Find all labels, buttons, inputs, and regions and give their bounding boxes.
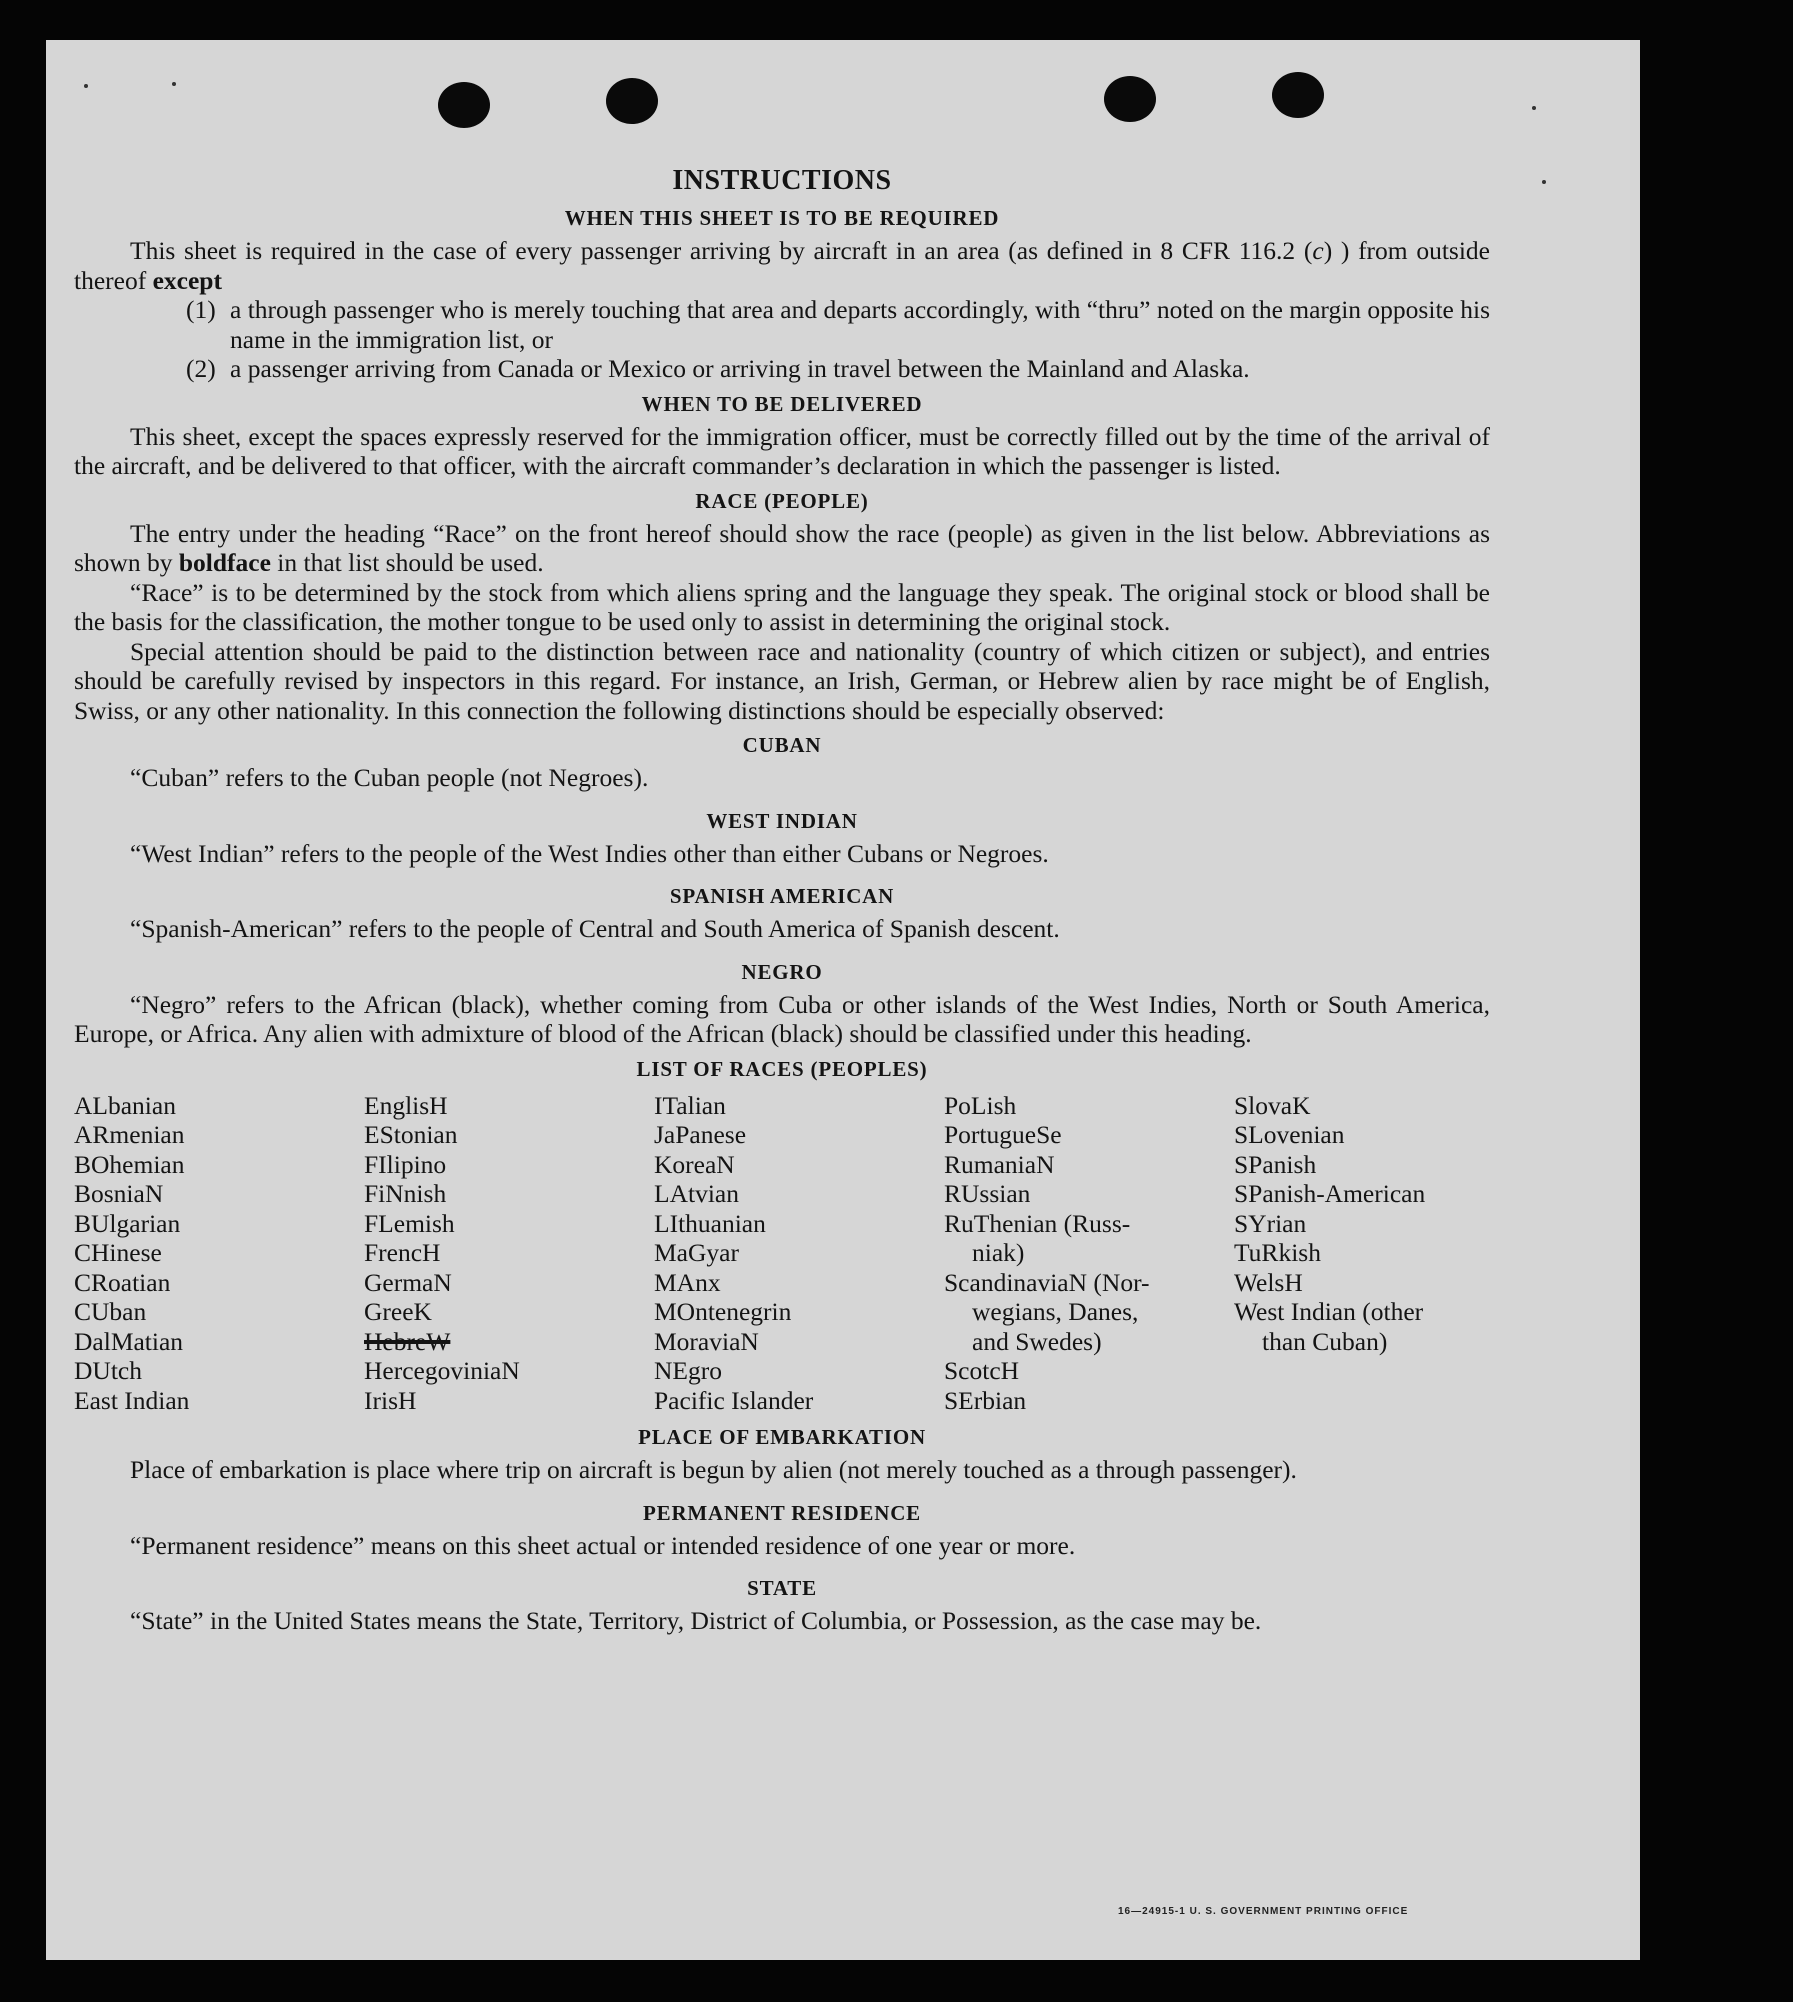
- race-entry-continued: and Swedes): [972, 1326, 1102, 1356]
- list-item: [186, 295, 1490, 354]
- race-entry: West Indian (other: [1234, 1297, 1424, 1326]
- race-entry: TuRkish: [1234, 1238, 1321, 1267]
- race-entry: BosniaN: [74, 1179, 164, 1208]
- section-heading: STATE: [747, 1576, 817, 1600]
- document-body: [74, 164, 1490, 1636]
- section-heading: CUBAN: [742, 733, 822, 757]
- race-entry: CHinese: [74, 1238, 162, 1267]
- race-list: [74, 1091, 1490, 1416]
- race-entry: LAtvian: [654, 1179, 739, 1208]
- section-paragraph: “Negro” refers to the African (black), whether coming from Cuba or other islands of the West Indies, North or South America, Europe, or Africa. Any alien with admixture of blood of the African (black) should be classified under this heading.: [74, 989, 1490, 1048]
- race-entry: GermaN: [364, 1267, 452, 1297]
- race-entry: East Indian: [74, 1385, 190, 1415]
- section-heading: WEST INDIAN: [706, 808, 858, 833]
- race-entry: SYrian: [1234, 1208, 1307, 1238]
- race-entry: ITalian: [654, 1090, 726, 1120]
- section-paragraph: [74, 236, 1490, 295]
- race-entry: IrisH: [364, 1385, 417, 1415]
- race-entry: RUssian: [944, 1179, 1031, 1208]
- race-entry: ScotcH: [944, 1356, 1020, 1385]
- race-entry: KoreaN: [654, 1149, 735, 1179]
- punch-hole: [1272, 72, 1324, 118]
- speck: [84, 84, 88, 88]
- race-entry: EnglisH: [364, 1090, 448, 1120]
- race-entry: BUlgarian: [74, 1208, 181, 1238]
- text-run: in that list should be used.: [270, 548, 544, 577]
- section-paragraph: This sheet, except the spaces expressly reserved for the immigration officer, must be correctly filled out by the time of the arrival of the aircraft, and be delivered to that officer, with the aircraft commander’s declaration in which the passenger is listed.: [74, 421, 1490, 480]
- list-number: (2): [186, 354, 216, 383]
- race-entry: JaPanese: [654, 1120, 747, 1149]
- race-entry: PoLish: [944, 1090, 1017, 1120]
- list-text: a passenger arriving from Canada or Mexico or arriving in travel between the Mainland and Alaska.: [230, 354, 1250, 383]
- speck: [1542, 180, 1546, 184]
- page-title: INSTRUCTIONS: [672, 165, 892, 196]
- section-paragraph: “Permanent residence” means on this sheet actual or intended residence of one year or more.: [130, 1530, 1076, 1560]
- race-entry: DUtch: [74, 1356, 142, 1385]
- section-paragraph: [74, 519, 1490, 578]
- race-column: [944, 1091, 1234, 1416]
- section-heading: PERMANENT RESIDENCE: [643, 1500, 921, 1525]
- race-entry: NEgro: [654, 1356, 722, 1385]
- race-entry: PortugueSe: [944, 1120, 1062, 1149]
- race-entry: ARmenian: [74, 1120, 185, 1149]
- race-column: [364, 1091, 654, 1416]
- text-run: The entry under the heading “Race” on the front hereof should show the race (people) as given in the list below. Abbreviations as shown by: [74, 518, 1490, 577]
- section-paragraph: “Spanish-American” refers to the people of Central and South America of Spanish descent.: [130, 914, 1060, 943]
- emphasis-text: boldface: [178, 548, 271, 577]
- race-entry: FLemish: [364, 1208, 455, 1238]
- race-entry: WelsH: [1234, 1267, 1303, 1297]
- printing-office-footer: 16—24915-1 U. S. GOVERNMENT PRINTING OFFICE: [1118, 1906, 1409, 1917]
- section-heading: NEGRO: [741, 959, 823, 984]
- list-number: (1): [186, 295, 216, 324]
- race-entry: MaGyar: [654, 1238, 739, 1267]
- race-entry: SPanish: [1234, 1149, 1317, 1179]
- race-entry-struck: HebreW: [364, 1326, 451, 1356]
- race-entry: MOntenegrin: [654, 1297, 792, 1326]
- list-text: a through passenger who is merely touching that area and departs accordingly, with “thru” noted on the margin opposite his name in the immigration list, or: [230, 295, 1490, 354]
- race-entry: LIthuanian: [654, 1208, 766, 1238]
- punch-hole: [438, 82, 490, 128]
- section-heading: SPANISH AMERICAN: [669, 884, 895, 908]
- section-paragraph: Special attention should be paid to the distinction between race and nationality (country of which citizen or subject), and entries should be carefully revised by inspectors in this regard. For instance, an Irish, German, or Hebrew alien by race might be of English, Swiss, or any other nationality. In this connection the following distinctions should be especially observed:: [74, 636, 1490, 725]
- section-heading: PLACE OF EMBARKATION: [638, 1425, 926, 1449]
- section-heading: WHEN THIS SHEET IS TO BE REQUIRED: [564, 206, 1000, 230]
- race-entry-continued: niak): [972, 1238, 1025, 1267]
- section-paragraph: “State” in the United States means the State, Territory, District of Columbia, or Possession, as the case may be.: [130, 1606, 1262, 1635]
- race-entry: EStonian: [364, 1120, 458, 1149]
- race-entry: SPanish-American: [1234, 1179, 1426, 1208]
- race-entry-continued: than Cuban): [1262, 1326, 1388, 1356]
- text-run: ) ) from outside thereof: [74, 236, 1490, 295]
- race-entry: MAnx: [654, 1267, 721, 1297]
- race-entry: FIlipino: [364, 1149, 447, 1179]
- race-entry: GreeK: [364, 1297, 432, 1326]
- race-entry: ALbanian: [74, 1090, 176, 1120]
- race-column: [654, 1091, 944, 1416]
- text-run: c: [1312, 236, 1324, 265]
- race-entry: DalMatian: [74, 1326, 184, 1356]
- section-heading: WHEN TO BE DELIVERED: [641, 391, 923, 416]
- section-paragraph: “Race” is to be determined by the stock from which aliens spring and the language they speak. The original stock or blood shall be the basis for the classification, the mother tongue to be used only to assist in determining the original stock.: [74, 577, 1490, 636]
- section-heading: RACE (PEOPLE): [695, 488, 869, 513]
- speck: [172, 82, 176, 86]
- race-entry: RumaniaN: [944, 1149, 1055, 1179]
- race-entry: BOhemian: [74, 1149, 185, 1179]
- race-column: [74, 1091, 364, 1416]
- list-item: [186, 354, 1490, 384]
- race-entry: CRoatian: [74, 1267, 171, 1297]
- speck: [1532, 106, 1536, 110]
- document-sheet: [46, 40, 1640, 1960]
- section-paragraph: “West Indian” refers to the people of the West Indies other than either Cubans or Negroes.: [130, 838, 1049, 868]
- race-entry: FrencH: [364, 1238, 441, 1267]
- punch-hole: [1104, 76, 1156, 122]
- race-entry: FiNnish: [364, 1179, 447, 1208]
- section-paragraph: Place of embarkation is place where trip on aircraft is begun by alien (not merely touched as a through passenger).: [130, 1455, 1297, 1484]
- punch-hole: [606, 78, 658, 124]
- text-run: This sheet is required in the case of every passenger arriving by aircraft in an area (as defined in 8 CFR 116.2 (: [130, 236, 1313, 265]
- race-entry: CUban: [74, 1297, 147, 1326]
- race-entry: Pacific Islander: [654, 1385, 814, 1415]
- race-entry: SLovenian: [1234, 1120, 1345, 1149]
- race-entry: SErbian: [944, 1385, 1027, 1415]
- race-entry-continued: wegians, Danes,: [972, 1297, 1139, 1326]
- race-entry: RuThenian (Russ-: [944, 1208, 1131, 1238]
- race-entry: ScandinaviaN (Nor-: [944, 1267, 1150, 1297]
- race-column: [1234, 1091, 1490, 1416]
- section-heading: LIST OF RACES (PEOPLES): [636, 1056, 928, 1081]
- race-entry: HercegoviniaN: [364, 1356, 520, 1385]
- race-entry: SlovaK: [1234, 1090, 1311, 1120]
- emphasis-text: except: [152, 265, 222, 295]
- section-paragraph: “Cuban” refers to the Cuban people (not Negroes).: [130, 763, 649, 792]
- race-entry: MoraviaN: [654, 1326, 759, 1356]
